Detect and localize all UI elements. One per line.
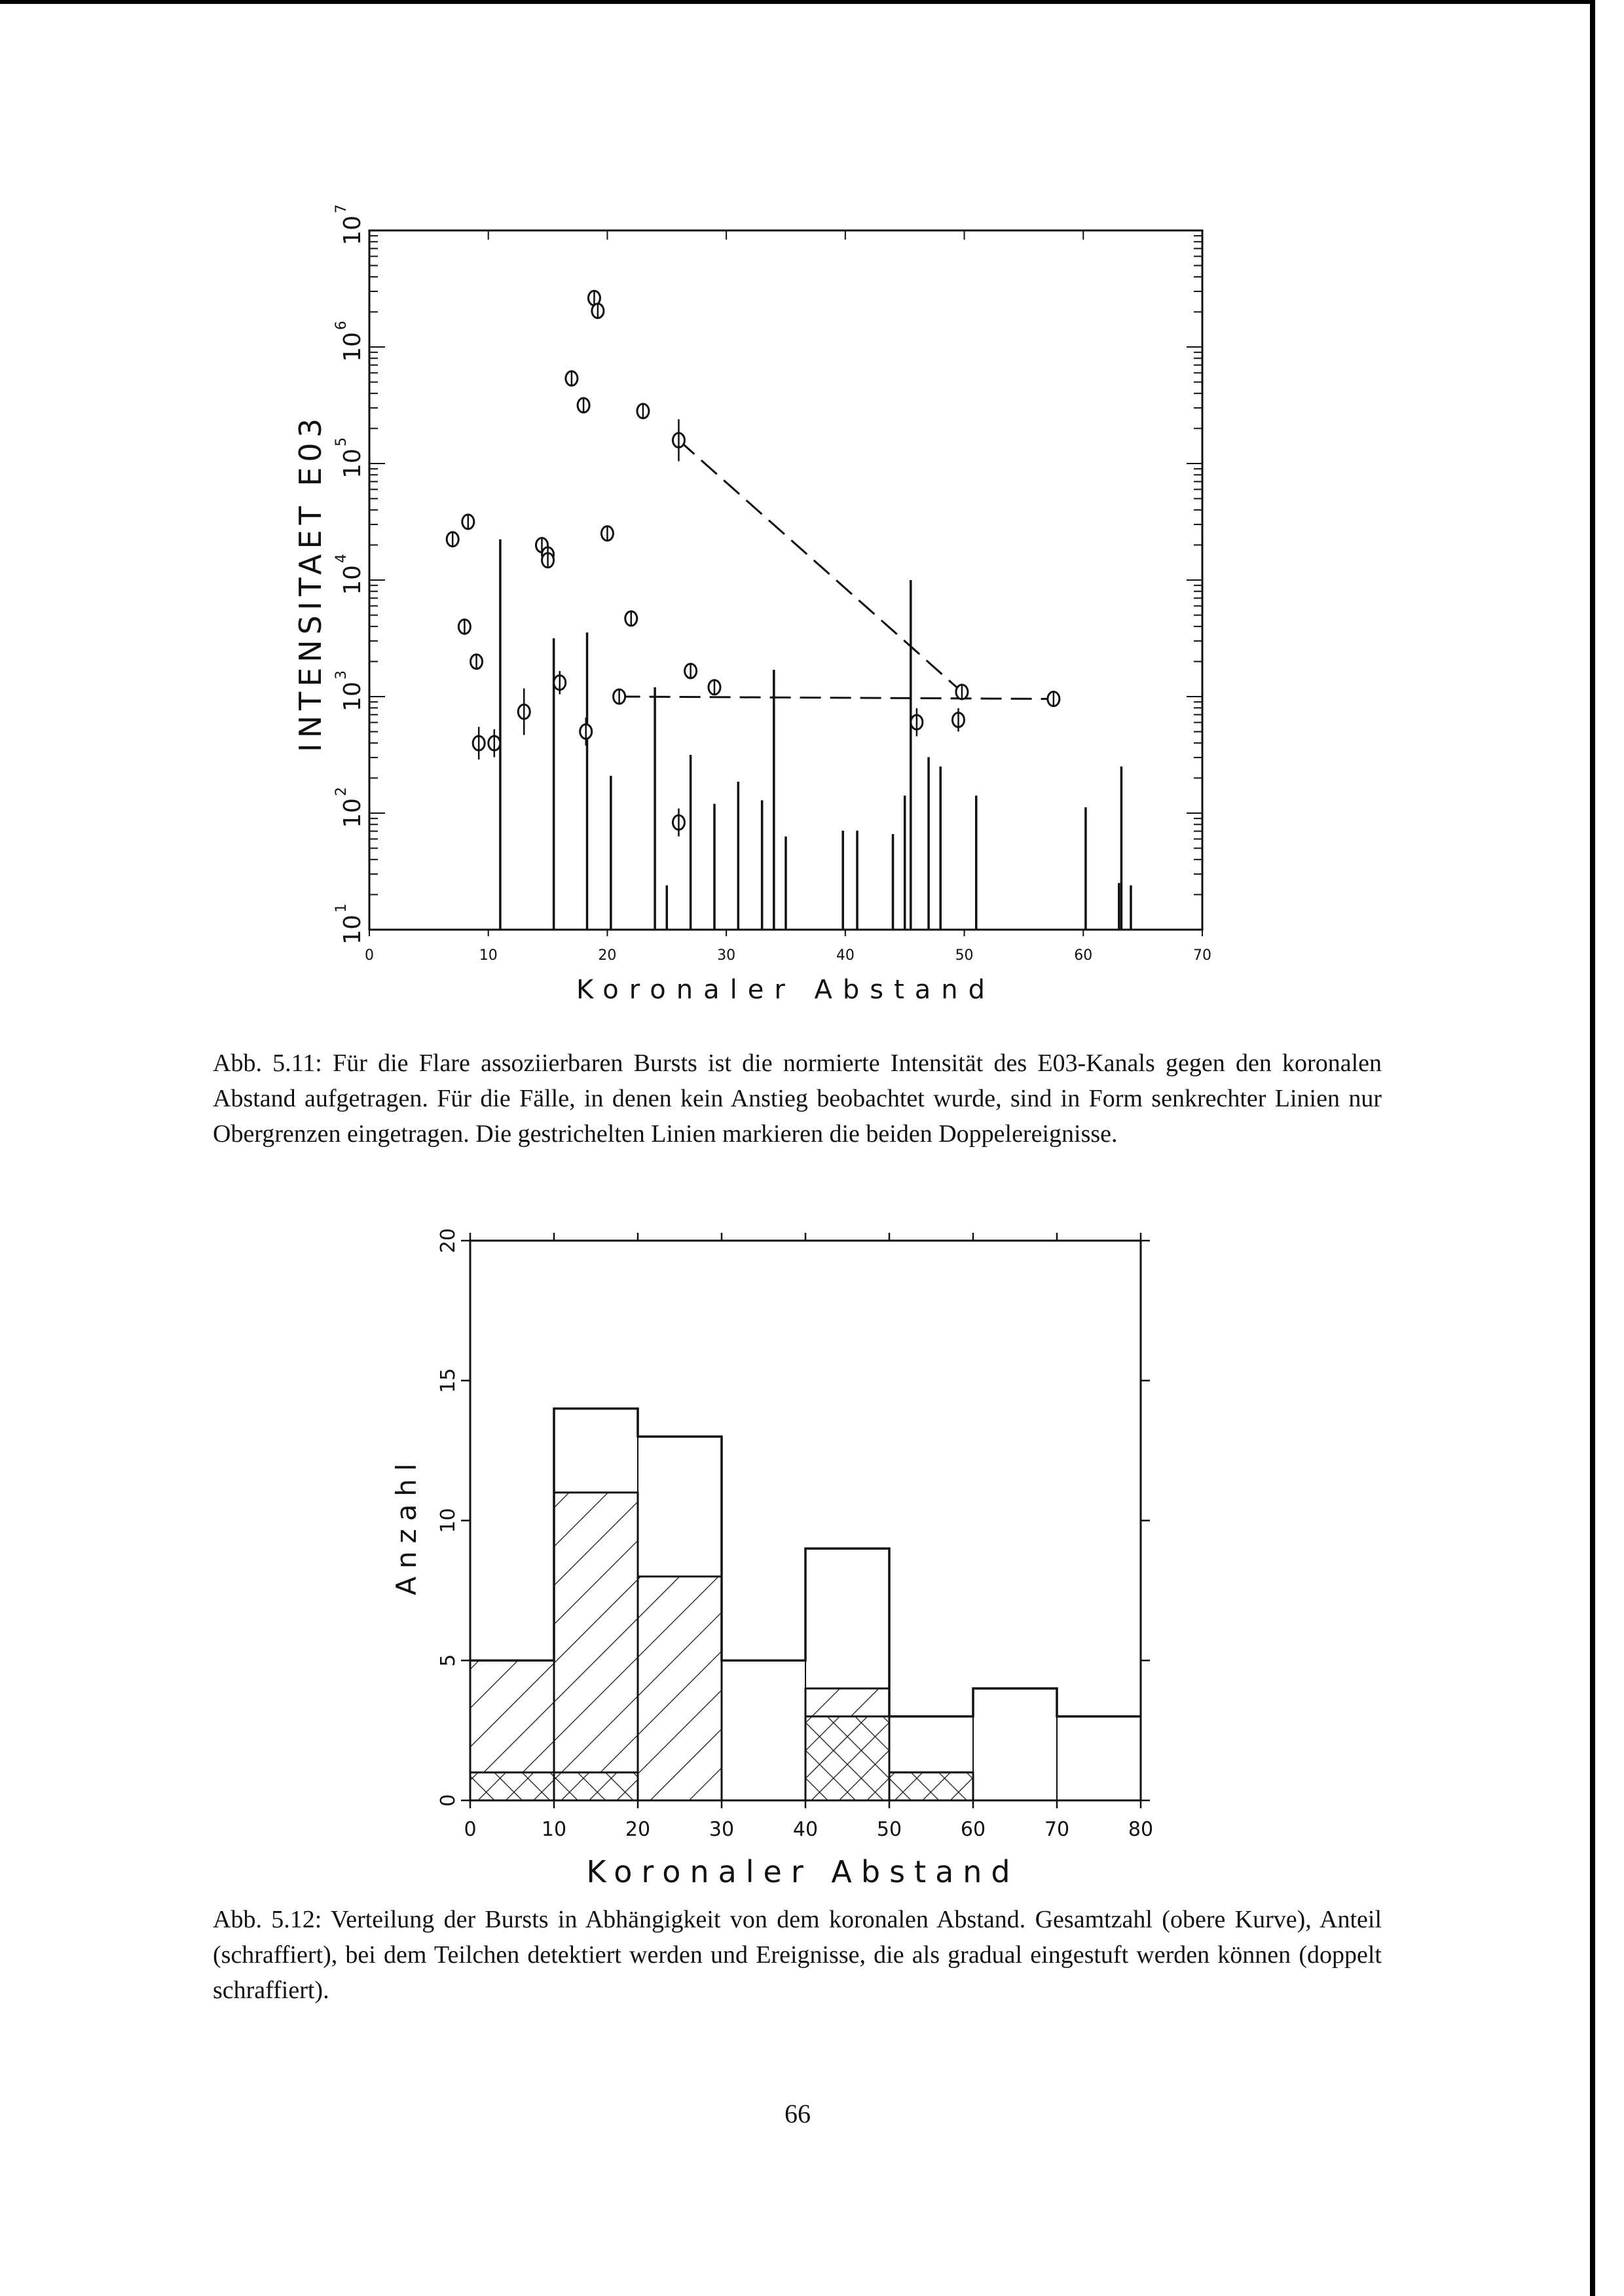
histogram-x-tick-label: 50 [876,1818,902,1841]
crosshatched-bar [470,1772,554,1800]
scatter-y-tick-base: 10 [339,565,366,595]
histogram-x-tick-label: 30 [709,1818,735,1841]
data-point [489,729,500,757]
scatter-x-tick-label: 50 [955,947,974,964]
scatter-y-axis-label: INTENSITAET E03 [293,413,328,752]
data-point [458,619,470,634]
scatter-y-tick-exponent: 5 [333,437,350,446]
data-point [911,708,923,737]
scatter-y-tick-label [333,554,366,595]
scatter-x-axis-label: Koronaler Abstand [576,975,996,1005]
crosshatched-bar [889,1772,973,1800]
data-point [462,514,474,530]
scatter-plot-frame [369,230,1202,930]
histogram-x-axis-label: Koronaler Abstand [586,1854,1020,1889]
crosshatched-bar [554,1772,638,1800]
data-point [542,553,554,568]
scatter-x-tick-label: 10 [479,947,498,964]
data-point [673,809,684,837]
scatter-y-tick-label [333,670,366,712]
histogram-x-tick-label: 60 [960,1818,986,1841]
data-point [601,526,613,541]
histogram-y-tick-label: 20 [437,1228,460,1254]
data-point [566,371,578,386]
data-point [673,419,684,461]
data-point [518,689,530,735]
scatter-y-tick-label [333,437,366,479]
scatter-x-tick-label: 40 [836,947,855,964]
burst-distribution-histogram [367,1205,1185,1899]
crosshatched-bar [805,1717,889,1800]
data-point [956,684,968,700]
scatter-y-tick-base: 10 [339,915,366,945]
scatter-y-tick-label [333,903,366,945]
scatter-y-tick-base: 10 [339,215,366,246]
intensity-scatter-chart [275,164,1225,1021]
figure-5-12-caption: Abb. 5.12: Verteilung der Bursts in Abhängigkeit von dem koronalen Abstand. Gesamtzahl (obere Kurve), Anteil (schraffiert), bei dem Teilchen detektiert werden und Ereignisse, die als gradual eingestuft werden können (doppelt schraffiert). [213,1906,1382,2004]
scatter-x-tick-label: 20 [598,947,617,964]
data-point [447,532,458,547]
histogram-x-tick-label: 80 [1128,1818,1154,1841]
data-point [709,680,720,695]
histogram-y-tick-label: 0 [437,1794,460,1807]
scatter-y-tick-exponent: 7 [333,204,350,213]
scatter-y-tick-exponent: 6 [333,321,350,330]
double-event-dashed-line [619,697,1054,699]
hatched-bar [638,1576,722,1800]
scatter-x-tick-label: 60 [1074,947,1093,964]
scatter-y-tick-exponent: 1 [333,903,350,913]
histogram-x-tick-label: 20 [625,1818,651,1841]
data-point [1048,691,1060,707]
histogram-y-tick-label: 5 [437,1654,460,1667]
scatter-x-tick-label: 70 [1193,947,1211,964]
double-event-dashed-line [678,440,961,691]
scatter-y-tick-base: 10 [339,798,366,828]
scatter-y-tick-base: 10 [339,448,366,479]
scatter-y-tick-exponent: 2 [333,787,350,796]
histogram-y-axis-label: Anzahl [390,1455,422,1595]
page-number: 66 [784,2099,811,2128]
data-point [580,718,592,746]
scatter-y-tick-exponent: 4 [333,554,350,563]
hatched-bar [554,1493,638,1800]
scatter-y-tick-label [333,204,366,246]
histogram-y-tick-label: 15 [437,1368,460,1393]
histogram-x-tick-label: 0 [464,1818,477,1841]
scatter-y-tick-label [333,321,366,362]
data-point [637,403,649,419]
histogram-x-tick-label: 40 [792,1818,819,1841]
scatter-y-tick-base: 10 [339,682,366,712]
histogram-y-tick-label: 10 [437,1508,460,1533]
scatter-y-tick-exponent: 3 [333,670,350,680]
data-point [625,611,637,627]
data-point [952,708,964,732]
scatter-x-tick-label: 0 [365,947,374,964]
data-point [685,663,697,679]
histogram-x-tick-label: 10 [541,1818,567,1841]
data-point [473,727,485,759]
figure-5-11-caption: Abb. 5.11: Für die Flare assoziierbaren Bursts ist die normierte Intensität des E03-Kanals gegen den koronalen Abstand aufgetragen. Für die Fälle, in denen kein Anstieg beobachtet wurde, sind in Form senkrechter Linien nur Obergrenzen eingetragen. Die gestrichelten Linien markieren die beiden Doppelereignisse. [213,1049,1382,1148]
data-point [471,654,483,670]
scatter-y-tick-base: 10 [339,332,366,362]
data-point [578,397,589,413]
data-point [554,671,566,695]
histogram-x-tick-label: 70 [1044,1818,1070,1841]
scatter-y-tick-label [333,787,366,828]
data-point [592,303,604,319]
scatter-x-tick-label: 30 [717,947,736,964]
data-point [614,689,625,704]
